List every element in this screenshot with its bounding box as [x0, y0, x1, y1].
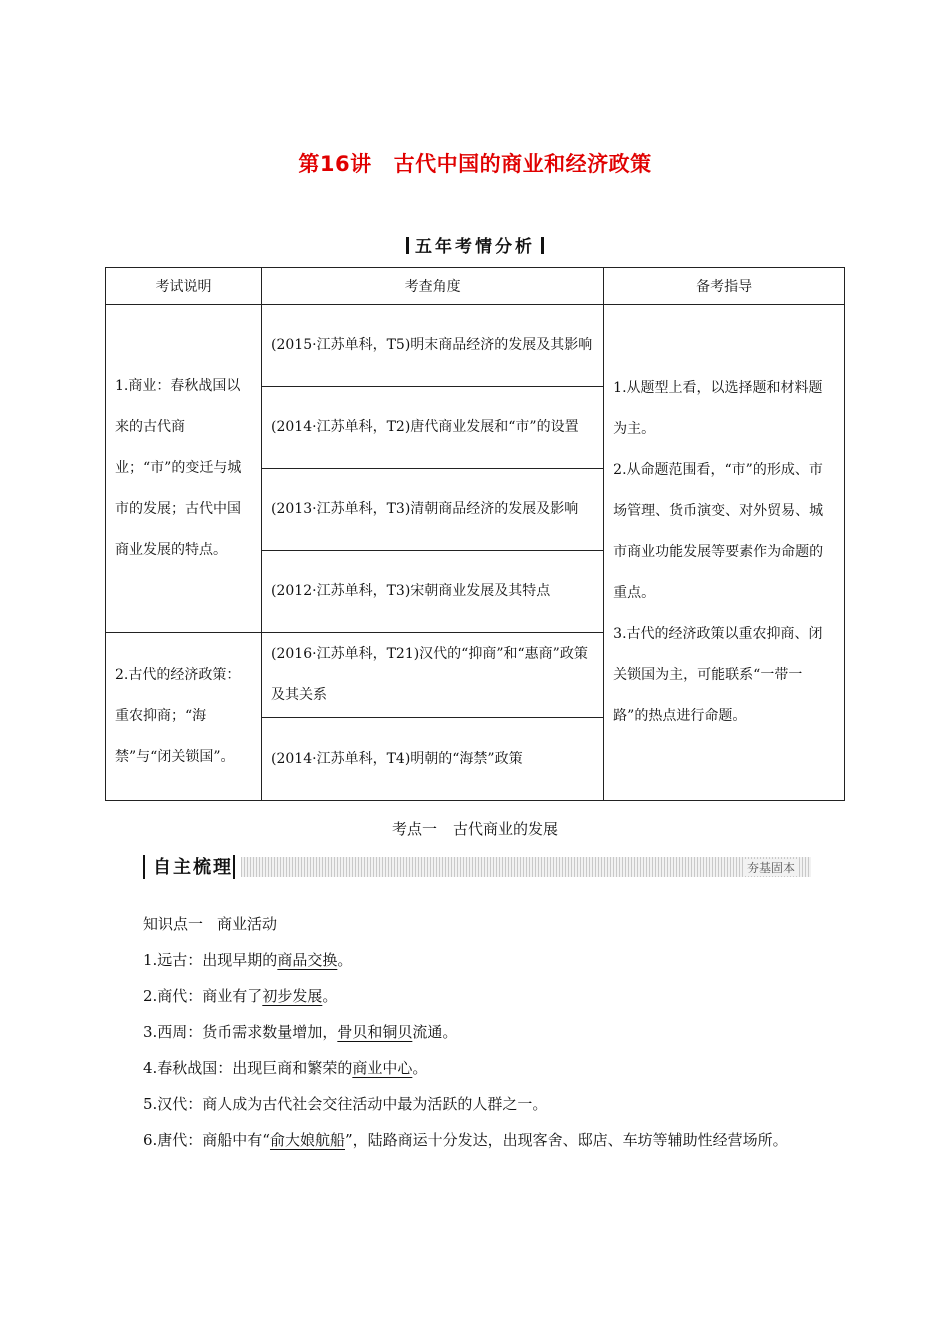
heading-bar-left	[406, 237, 409, 254]
exam-requirement-cell: 2.古代的经济政策：重农抑商；“海禁”与“闭关锁国”。	[106, 633, 262, 801]
banner-bar-left	[143, 855, 145, 879]
self-study-banner	[143, 853, 811, 881]
prep-guide-cell	[604, 305, 845, 801]
heading-bar-right	[541, 237, 544, 254]
table-header: 考试说明	[106, 268, 262, 305]
exam-angle-cell: (2016·江苏单科，T21)汉代的“抑商”和“惠商”政策及其关系	[262, 633, 604, 718]
knowledge-heading: 知识点一 商业活动	[143, 915, 278, 933]
list-item: 2.商代：商业有了初步发展。	[143, 987, 338, 1005]
table-header-row	[106, 268, 845, 305]
list-item: 1.远古：出现早期的商品交换。	[143, 951, 353, 969]
list-item: 5.汉代：商人成为古代社会交往活动中最为活跃的人群之一。	[143, 1095, 548, 1113]
list-item: 4.春秋战国：出现巨商和繁荣的商业中心。	[143, 1059, 428, 1077]
exam-angle-cell: (2015·江苏单科，T5)明末商品经济的发展及其影响	[262, 305, 604, 387]
exam-angle-cell: (2014·江苏单科，T2)唐代商业发展和“市”的设置	[262, 387, 604, 469]
knowledge-content	[143, 906, 833, 1158]
list-item: 6.唐代：商船中有“俞大娘航船”，陆路商运十分发达，出现客舍、邸店、车坊等辅助性经营场所。	[143, 1131, 788, 1149]
exam-angle-cell: (2013·江苏单科，T3)清朝商品经济的发展及影响	[262, 469, 604, 551]
section-heading: 五年考情分析	[0, 232, 950, 257]
exam-requirement-cell: 1.商业：春秋战国以来的古代商业；“市”的变迁与城市的发展；古代中国商业发展的特点。	[106, 305, 262, 633]
exam-analysis-table	[105, 267, 845, 801]
exam-angle-cell: (2012·江苏单科，T3)宋朝商业发展及其特点	[262, 551, 604, 633]
page-title: 第16讲 古代中国的商业和经济政策	[298, 152, 652, 176]
topic-title: 考点一 古代商业的发展	[391, 820, 559, 838]
table-header: 考查角度	[262, 268, 604, 305]
guide-item: 3.古代的经济政策以重农抑商、闭关锁国为主，可能联系“一带一路”的热点进行命题。	[613, 626, 823, 724]
banner-stripe	[241, 857, 811, 877]
list-item: 3.西周：货币需求数量增加，骨贝和铜贝流通。	[143, 1023, 458, 1041]
exam-angle-cell: (2014·江苏单科，T4)明朝的“海禁”政策	[262, 718, 604, 801]
guide-item: 1.从题型上看，以选择题和材料题为主。	[613, 380, 823, 437]
guide-item: 2.从命题范围看，“市”的形成、市场管理、货币演变、对外贸易、城市商业功能发展等要素作为命题的重点。	[613, 462, 824, 601]
table-header: 备考指导	[604, 268, 845, 305]
banner-tag: 夯基固本	[746, 861, 795, 875]
banner-bar-right	[233, 855, 235, 879]
banner-label: 自主梳理	[153, 857, 233, 878]
